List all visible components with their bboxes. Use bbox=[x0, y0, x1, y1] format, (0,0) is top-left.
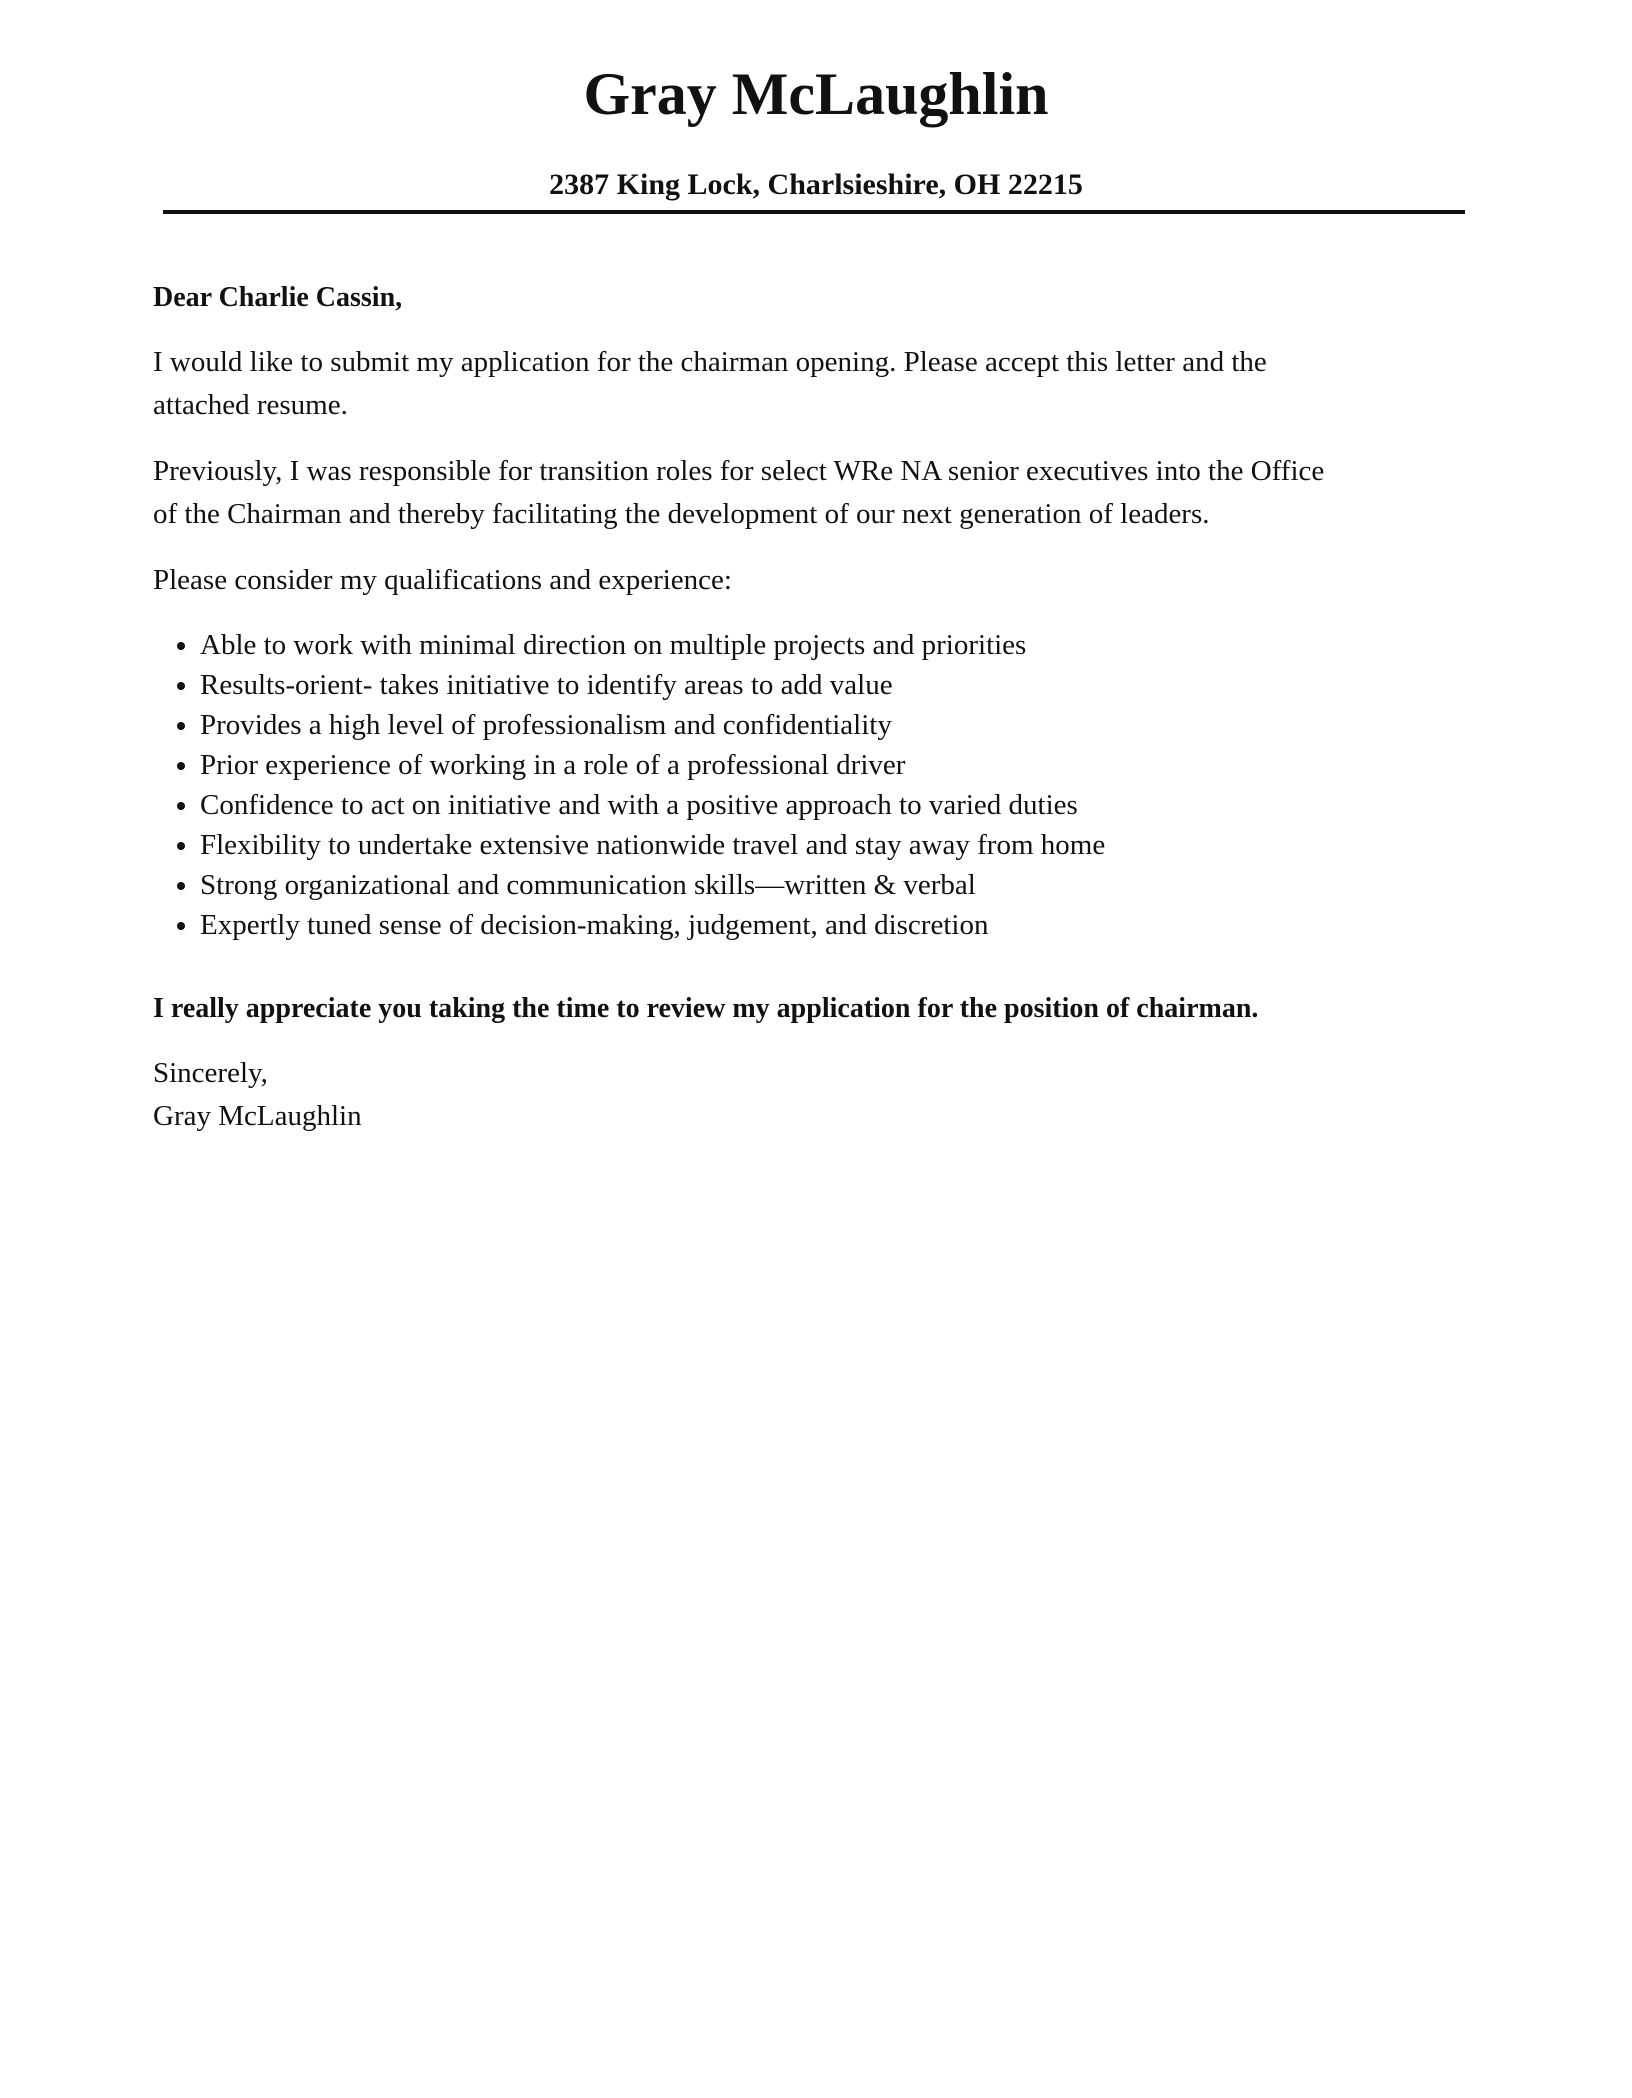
signature: Gray McLaughlin bbox=[153, 1100, 362, 1132]
paragraph-line: attached resume. bbox=[153, 389, 348, 421]
list-item-text: Strong organizational and communication skills—written & verbal bbox=[200, 869, 976, 901]
qualifications-list bbox=[153, 625, 1473, 945]
list-item-text: Able to work with minimal direction on multiple projects and priorities bbox=[200, 629, 1027, 661]
list-item bbox=[153, 785, 1473, 825]
list-item-text: Flexibility to undertake extensive nationwide travel and stay away from home bbox=[200, 829, 1106, 861]
paragraph-line: Previously, I was responsible for transition roles for select WRe NA senior executives into the Office bbox=[153, 455, 1325, 487]
bullet-icon bbox=[177, 722, 185, 730]
paragraph-experience bbox=[153, 450, 1473, 536]
bullet-icon bbox=[177, 642, 185, 650]
paragraph-intro bbox=[153, 341, 1473, 427]
bullet-icon bbox=[177, 682, 185, 690]
applicant-address: 2387 King Lock, Charlsieshire, OH 22215 bbox=[549, 168, 1083, 201]
bullet-icon bbox=[177, 922, 185, 930]
list-item bbox=[153, 825, 1473, 865]
list-item-text: Provides a high level of professionalism and confidentiality bbox=[200, 709, 892, 741]
paragraph-qualifications: Please consider my qualifications and experience: bbox=[153, 564, 732, 596]
list-item-text: Prior experience of working in a role of a professional driver bbox=[200, 749, 906, 781]
list-item-text: Results-orient- takes initiative to identify areas to add value bbox=[200, 669, 893, 701]
paragraph-line: of the Chairman and thereby facilitating the development of our next generation of leaders. bbox=[153, 498, 1210, 530]
bullet-icon bbox=[177, 882, 185, 890]
bullet-icon bbox=[177, 842, 185, 850]
list-item bbox=[153, 865, 1473, 905]
list-item-text: Confidence to act on initiative and with a positive approach to varied duties bbox=[200, 789, 1078, 821]
paragraph-line: I would like to submit my application for the chairman opening. Please accept this letter and the bbox=[153, 346, 1267, 378]
greeting: Dear Charlie Cassin, bbox=[153, 282, 403, 313]
signoff: Sincerely, bbox=[153, 1057, 268, 1089]
list-item-text: Expertly tuned sense of decision-making, judgement, and discretion bbox=[200, 909, 989, 941]
list-item bbox=[153, 905, 1473, 945]
list-item bbox=[153, 625, 1473, 665]
header-divider bbox=[163, 210, 1465, 214]
bullet-icon bbox=[177, 762, 185, 770]
list-item bbox=[153, 745, 1473, 785]
bullet-icon bbox=[177, 802, 185, 810]
applicant-name: Gray McLaughlin bbox=[583, 61, 1049, 127]
list-item bbox=[153, 665, 1473, 705]
letter-body bbox=[153, 276, 1473, 1138]
closing-statement: I really appreciate you taking the time to review my application for the position of chairman. bbox=[153, 993, 1259, 1024]
list-item bbox=[153, 705, 1473, 745]
